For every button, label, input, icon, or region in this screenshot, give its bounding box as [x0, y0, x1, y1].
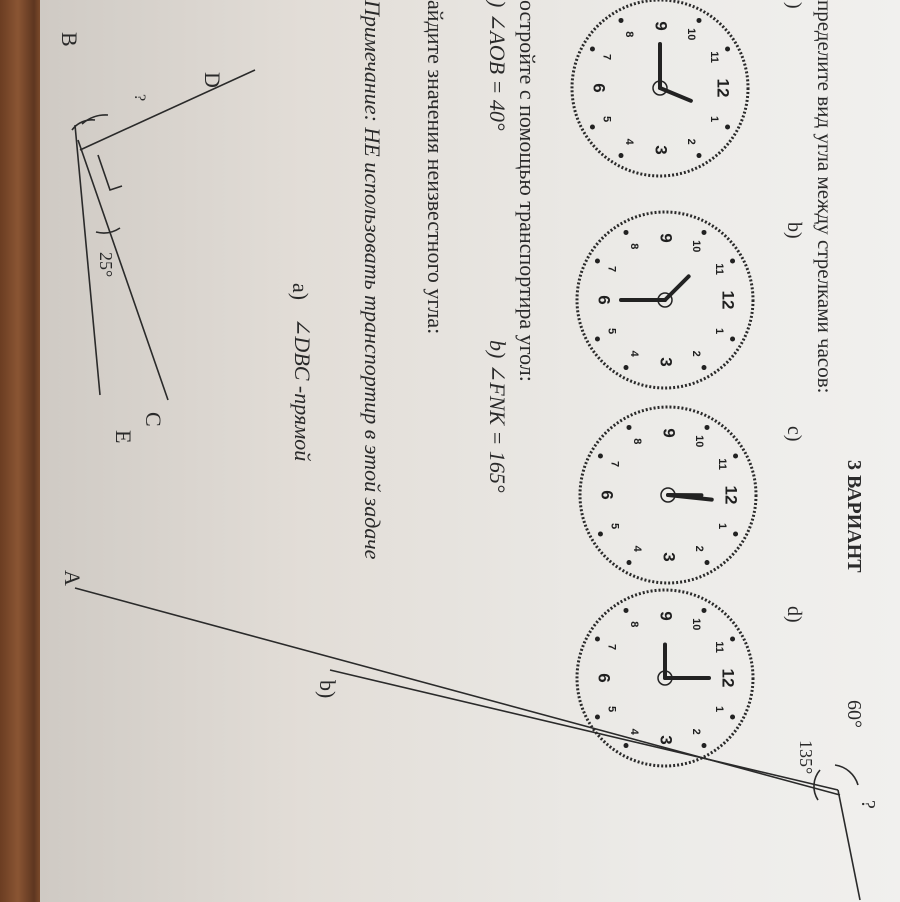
clock-numeral: 2	[685, 138, 698, 145]
clock-numeral: 3	[656, 357, 676, 367]
task1-d-label: d)	[783, 606, 805, 623]
clock-numeral: 2	[690, 728, 703, 735]
clock-numeral: 12	[721, 485, 741, 505]
clock-numeral: 12	[718, 290, 738, 310]
clock-numeral: 5	[600, 115, 613, 123]
clock-tick	[624, 743, 629, 748]
clock-numeral: 10	[690, 618, 703, 631]
clock-1	[572, 0, 748, 176]
clock-numeral: 7	[605, 643, 618, 651]
clock-tick	[598, 454, 603, 459]
clock-tick	[702, 608, 707, 613]
clock-tick	[733, 532, 738, 537]
hour-hand	[665, 276, 689, 300]
task1-c-label: c)	[783, 426, 805, 442]
clock-3	[580, 407, 756, 583]
task3	[360, 0, 448, 560]
clock-numeral: 5	[608, 522, 621, 530]
clock-tick	[730, 259, 735, 264]
clock-numeral: 5	[605, 327, 618, 335]
clock-numeral: 10	[690, 240, 703, 253]
clock-tick	[595, 637, 600, 642]
task3-text: айдите значения неизвестного угла:	[423, 0, 448, 335]
clock-tick	[702, 743, 707, 748]
header-text	[783, 0, 865, 623]
clock-tick	[725, 47, 730, 52]
clock-numeral: 7	[605, 265, 618, 273]
clock-tick	[624, 608, 629, 613]
clock-tick	[590, 47, 595, 52]
clock-numeral: 6	[597, 490, 617, 500]
clock-tick	[624, 365, 629, 370]
clock-tick	[627, 425, 632, 430]
figure-a-angle-unknown: ?	[131, 94, 148, 102]
clock-tick	[619, 153, 624, 158]
clock-numeral: 10	[693, 435, 706, 448]
clock-numeral: 2	[690, 350, 703, 357]
clock-tick	[702, 230, 707, 235]
clock-numeral: 4	[628, 728, 641, 735]
clock-numeral: 1	[712, 327, 725, 335]
figure-b-arc-unknown	[835, 765, 858, 785]
clock-tick	[598, 532, 603, 537]
clock-tick	[595, 715, 600, 720]
hour-hand	[660, 88, 691, 101]
clock-numeral: 4	[623, 138, 636, 145]
clock-tick	[595, 259, 600, 264]
clock-numeral: 4	[631, 545, 644, 552]
clock-numeral: 8	[628, 621, 641, 628]
figure-a-angle-known: 25°	[96, 252, 116, 278]
clock-numeral: 11	[712, 263, 725, 275]
task3-note: Примечание: НЕ использовать транспортир в этой задаче	[360, 0, 385, 560]
clock-numeral: 9	[656, 611, 676, 621]
task1-text: пределите вид угла между стрелками часов:	[813, 0, 837, 394]
figure-b-angle-135: 135°	[796, 740, 816, 775]
task2-item-b: b) ∠FNK = 165°	[485, 340, 510, 493]
clock-numeral: 9	[659, 428, 679, 438]
clock-numeral: 12	[718, 668, 738, 688]
clock-numeral: 12	[713, 78, 733, 98]
task2-item-a: ) ∠AOB = 40°	[485, 0, 510, 131]
clock-numeral: 10	[685, 28, 698, 41]
figure-b	[75, 588, 860, 900]
clock-numeral: 5	[605, 705, 618, 713]
figure-b-line-extension	[838, 790, 860, 900]
clock-4	[577, 590, 753, 766]
task2	[485, 0, 540, 493]
clock-numeral: 9	[651, 21, 671, 31]
clock-tick	[705, 425, 710, 430]
figure-b-line-k	[330, 670, 838, 790]
clock-numeral: 7	[600, 53, 613, 61]
figure-a-point-c: C	[141, 412, 166, 427]
clock-tick	[705, 560, 710, 565]
clock-tick	[730, 637, 735, 642]
clock-numeral: 6	[594, 673, 614, 683]
figure-a-line-bd	[80, 70, 255, 150]
clock-numeral: 7	[608, 460, 621, 468]
figure-a-point-e: E	[111, 430, 136, 444]
figure-a-point-d: D	[200, 72, 225, 88]
clock-numeral: 9	[656, 233, 676, 243]
clock-tick	[627, 560, 632, 565]
task1-b-label: b)	[783, 222, 805, 239]
figure-b-label: b)	[315, 680, 340, 699]
clock-tick	[697, 153, 702, 158]
clock-tick	[590, 125, 595, 130]
clock-numeral: 1	[712, 705, 725, 713]
clocks-row	[572, 0, 756, 766]
clock-numeral: 11	[712, 641, 725, 653]
figure-b-angle-60: 60°	[843, 700, 865, 728]
clock-numeral: 3	[651, 145, 671, 155]
clock-tick	[702, 365, 707, 370]
figure-b-point-a: A	[60, 570, 85, 586]
clock-numeral: 3	[659, 552, 679, 562]
figure-b-angle-unknown: ?	[857, 800, 879, 809]
clock-tick	[697, 18, 702, 23]
figure-a-condition: ∠DBC -прямой	[290, 318, 315, 462]
clock-tick	[624, 230, 629, 235]
clock-numeral: 6	[594, 295, 614, 305]
figure-a-right-angle-mark	[98, 155, 122, 190]
clock-tick	[725, 125, 730, 130]
clock-2	[577, 212, 753, 388]
clock-numeral: 8	[628, 243, 641, 250]
clock-numeral: 6	[589, 83, 609, 93]
task1-a-label: )	[783, 2, 805, 9]
clock-tick	[595, 337, 600, 342]
clock-numeral: 1	[707, 115, 720, 123]
clock-numeral: 11	[707, 51, 720, 63]
clock-numeral: 2	[693, 545, 706, 552]
clock-numeral: 1	[715, 522, 728, 530]
clock-tick	[730, 715, 735, 720]
variant-title: 3 ВАРИАНТ	[843, 460, 865, 573]
clock-tick	[733, 454, 738, 459]
clock-numeral: 8	[623, 31, 636, 38]
clock-numeral: 8	[631, 438, 644, 445]
clock-numeral: 11	[715, 458, 728, 470]
figure-a	[72, 70, 255, 400]
clock-numeral: 4	[628, 350, 641, 357]
figure-a-label: a)	[288, 283, 313, 301]
task2-text: остройте с помощью транспортира угол:	[515, 0, 540, 382]
clock-numeral: 3	[656, 735, 676, 745]
clock-tick	[730, 337, 735, 342]
figure-a-point-b: B	[57, 32, 82, 47]
figure-a-line-bc	[78, 140, 168, 400]
clock-tick	[619, 18, 624, 23]
